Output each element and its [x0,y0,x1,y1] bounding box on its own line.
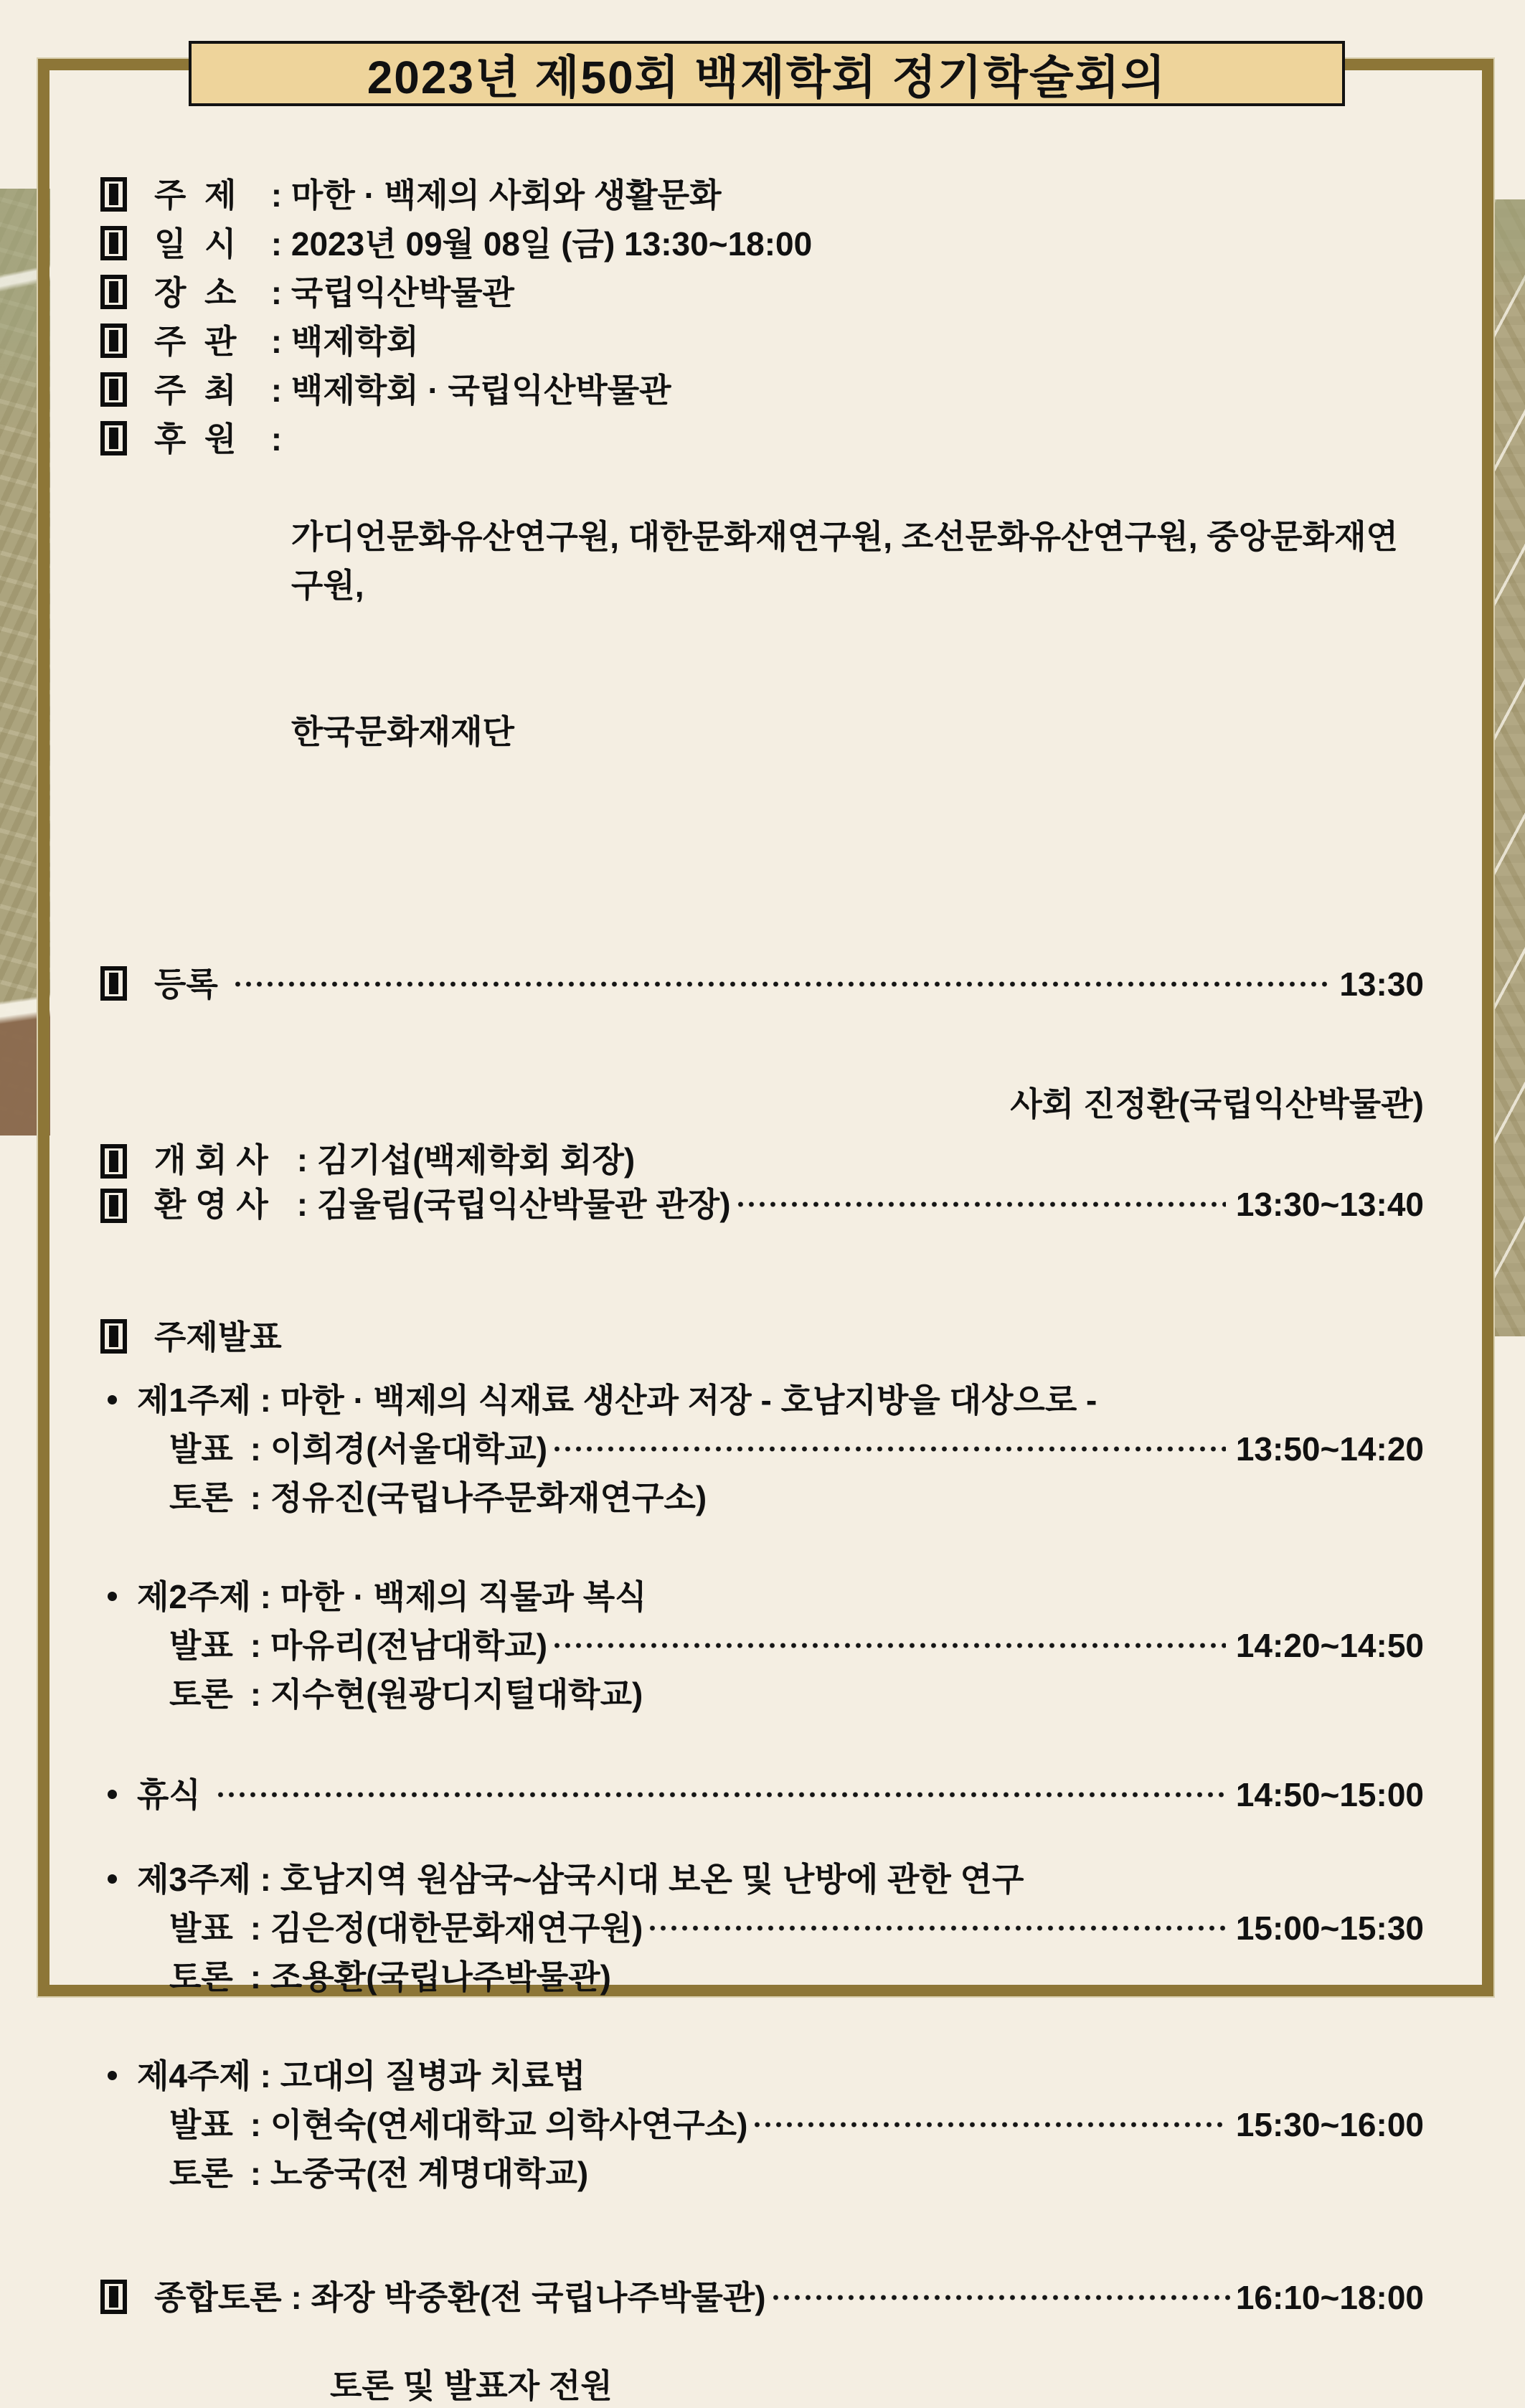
session-title-row [100,1855,1424,1904]
session-time: 13:50~14:20 [1235,1430,1424,1468]
dotted-leader [770,2273,1233,2322]
info-row-venue [100,268,1424,317]
session-label: 제3주제 [137,1861,251,1898]
discussant-label: 토론 [169,1479,233,1516]
presentations-header: 주제발표 [154,1318,282,1356]
presentations-header-row [100,1313,1424,1361]
session-1 [100,1376,1424,1522]
session-time: 15:00~15:30 [1235,1909,1424,1947]
info-row-organizer [100,317,1424,366]
registration-time: 13:30 [1339,965,1424,1003]
colon-separator: : [250,2057,280,2095]
discussant-row [100,2149,1424,2198]
colon-separator: : [262,323,291,360]
opening-label: 개 회 사 [154,1141,268,1179]
registration-row [100,960,1424,1009]
square-marker-icon [100,421,127,455]
square-marker-icon [100,2280,127,2314]
session-time: 15:30~16:00 [1235,2106,1424,2143]
right-margin-photo-texture [1493,199,1525,1336]
presenter-label: 발표 [169,1909,233,1947]
square-marker-icon [100,1319,127,1354]
presenter-name: 이희경(서울대학교) [270,1430,548,1468]
session-label: 제4주제 [137,2057,251,2095]
session-title: 고대의 질병과 치료법 [280,2057,586,2095]
colon-separator: : [241,2155,270,2192]
break-label: 휴식 [137,1776,201,1813]
page-title: 2023년 제50회 백제학회 정기학술회의 [367,51,1167,103]
sponsors-line-2: 한국문화재재단 [291,713,514,750]
presenter-label: 발표 [169,1627,233,1664]
discussant-row [100,1473,1424,1522]
colon-separator: : [288,1186,317,1223]
session-label: 제2주제 [137,1578,251,1615]
session-label: 제1주제 [137,1382,251,1419]
presenter-row [100,1425,1424,1473]
discussant-row [100,1953,1424,2001]
welcome-address-row [100,1182,1424,1227]
colon-separator: : [262,420,291,458]
colon-separator: : [288,1141,317,1179]
discussant-name: 정유진(국립나주문화재연구소) [270,1479,707,1516]
bullet-icon [108,1592,117,1601]
registration-label: 등록 [154,965,218,1003]
break-row [100,1770,1424,1819]
session-2 [100,1572,1424,1719]
presenter-name: 마유리(전남대학교) [270,1627,548,1664]
session-time: 14:20~14:50 [1235,1627,1424,1664]
info-value: 마한 · 백제의 사회와 생활문화 [291,176,722,214]
presenter-row [100,1621,1424,1670]
colon-separator: : [241,1430,270,1468]
dotted-leader [735,1182,1226,1227]
info-row-datetime [100,219,1424,268]
colon-separator: : [241,1627,270,1664]
colon-separator: : [262,274,291,311]
session-3 [100,1855,1424,2001]
info-value [291,415,1424,854]
info-label: 주 관 [154,323,237,360]
info-list [100,171,1424,854]
welcome-time: 13:30~13:40 [1235,1186,1424,1223]
info-row-sponsors [100,415,1424,854]
dotted-leader [232,960,1329,1009]
opening-value: 김기섭(백제학회 회장) [316,1141,636,1179]
info-value: 2023년 09월 08일 (금) 13:30~18:00 [291,225,813,263]
presenter-row [100,2100,1424,2149]
bullet-icon [108,1395,117,1404]
general-discussion-chair: 좌장 박중환(전 국립나주박물관) [311,2279,766,2316]
presenter-label: 발표 [169,1430,233,1468]
session-4 [100,2051,1424,2198]
colon-separator: : [262,372,291,409]
sponsors-line-1: 가디언문화유산연구원, 대한문화재연구원, 조선문화유산연구원, 중앙문화재연구원, [291,518,1398,604]
colon-separator: : [250,1861,280,1898]
discussant-label: 토론 [169,1676,233,1713]
participants-note: 토론 및 발표자 전원 [330,2367,613,2404]
info-label: 장 소 [154,274,237,311]
program-content [100,171,1424,2408]
info-value: 백제학회 · 국립익산박물관 [291,372,671,409]
info-row-host [100,366,1424,415]
session-title-row [100,2051,1424,2100]
info-label: 주 제 [154,176,237,214]
square-marker-icon [100,324,127,358]
presenter-name: 이현숙(연세대학교 의학사연구소) [270,2106,748,2143]
moderator-line: 사회 진정환(국립익산박물관) [1010,1085,1424,1123]
square-marker-icon [100,177,127,212]
dotted-leader [215,1770,1226,1819]
presenter-label: 발표 [169,2106,233,2143]
session-title: 호남지역 원삼국~삼국시대 보온 및 난방에 관한 연구 [280,1861,1024,1898]
colon-separator: : [241,1958,270,1996]
discussant-name: 노중국(전 계명대학교) [270,2155,589,2192]
discussant-name: 지수현(원광디지털대학교) [270,1676,643,1713]
colon-separator: : [241,1479,270,1516]
square-marker-icon [100,1189,127,1223]
info-label: 일 시 [154,225,237,263]
discussant-row [100,1670,1424,1719]
session-title: 마한 · 백제의 식재료 생산과 저장 - 호남지방을 대상으로 - [280,1382,1097,1419]
info-value: 백제학회 [291,323,419,360]
info-row-topic [100,171,1424,219]
bullet-icon [108,1790,117,1799]
colon-separator: : [262,176,291,214]
opening-address-row [100,1138,1424,1182]
bullet-icon [108,2071,117,2080]
dotted-leader [552,1621,1226,1670]
bullet-icon [108,1874,117,1884]
info-label: 주 최 [154,372,237,409]
break-time: 14:50~15:00 [1235,1776,1424,1813]
general-discussion-label: 종합토론 [154,2279,282,2316]
dotted-leader [552,1425,1226,1473]
colon-separator: : [262,225,291,263]
discussant-label: 토론 [169,1958,233,1996]
presenter-name: 김은정(대한문화재연구원) [270,1909,643,1947]
info-value: 국립익산박물관 [291,274,514,311]
square-marker-icon [100,1144,127,1179]
session-title: 마한 · 백제의 직물과 복식 [280,1578,647,1615]
colon-separator: : [250,1578,280,1615]
discussant-name: 조용환(국립나주박물관) [270,1958,611,1996]
colon-separator: : [281,2279,311,2316]
square-marker-icon [100,275,127,309]
colon-separator: : [241,1909,270,1947]
colon-separator: : [250,1382,280,1419]
presenter-row [100,1904,1424,1953]
discussant-label: 토론 [169,2155,233,2192]
colon-separator: : [241,1676,270,1713]
session-title-row [100,1376,1424,1425]
square-marker-icon [100,966,127,1001]
title-banner [189,41,1345,106]
welcome-label: 환 영 사 [154,1186,268,1223]
welcome-value: 김울림(국립익산박물관 관장) [316,1186,731,1223]
square-marker-icon [100,372,127,407]
dotted-leader [647,1904,1226,1953]
dotted-leader [752,2100,1225,2149]
info-label: 후 원 [154,420,237,458]
square-marker-icon [100,226,127,260]
general-discussion-time: 16:10~18:00 [1235,2279,1424,2316]
general-discussion-row [100,2273,1424,2322]
colon-separator: : [241,2106,270,2143]
session-title-row [100,1572,1424,1621]
